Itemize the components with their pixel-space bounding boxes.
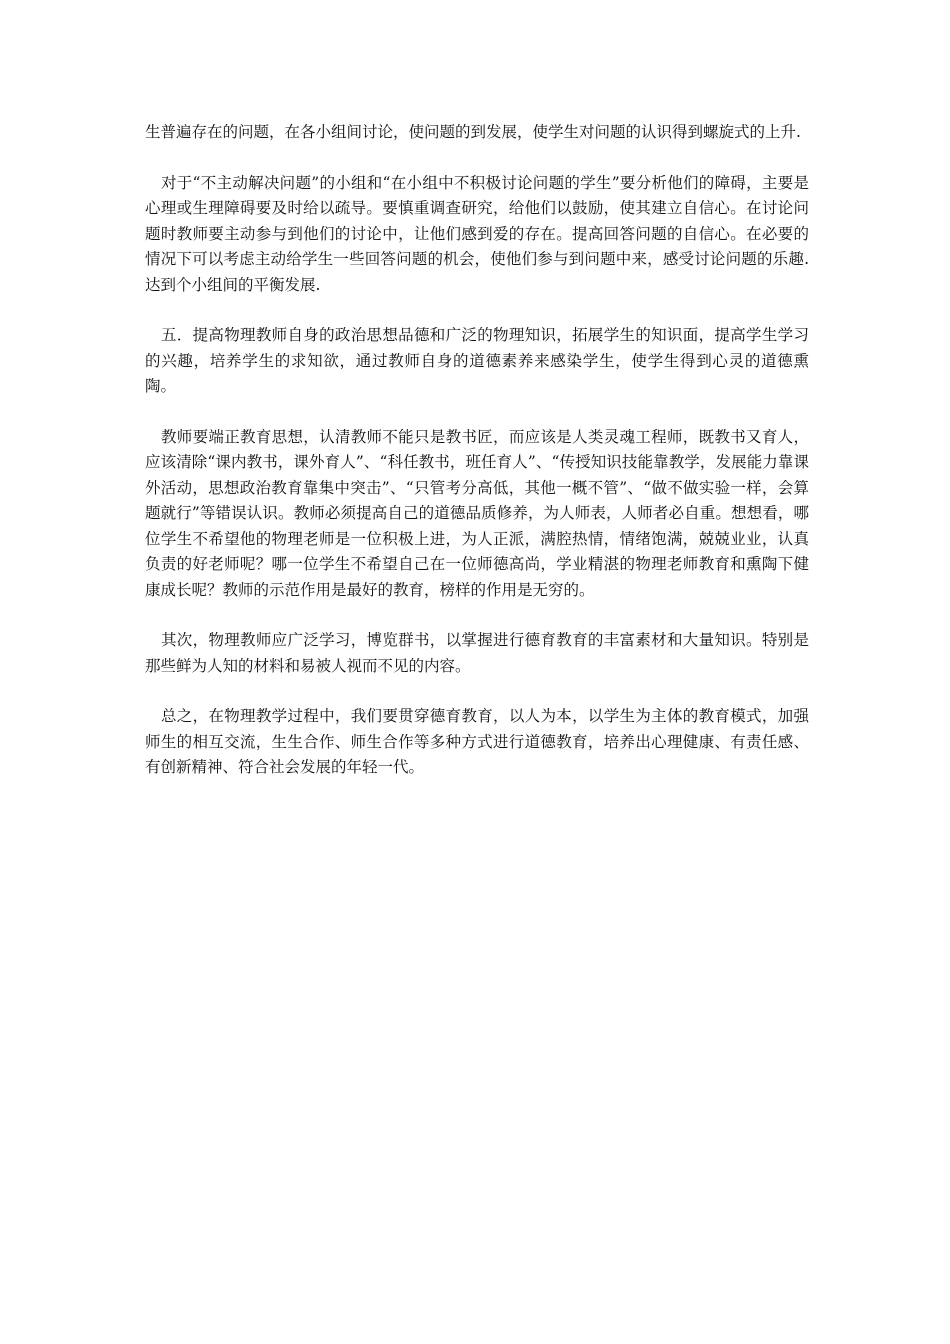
- paragraph-group-guidance: 对于“不主动解决问题”的小组和“在小组中不积极讨论问题的学生”要分析他们的障碍，主要是心理或生理障碍要及时给以疏导。要慎重调查研究，给他们以鼓励，使其建立自信心。在讨论问题时教师要主动参与到他们的讨论中，让他们感到爱的存在。提高回答问题的自信心。在必要的情况下可以考虑主动给学生一些回答问题的机会，使他们参与到问题中来，感受讨论问题的乐趣.达到个小组间的平衡发展.: [145, 173, 809, 294]
- paragraph-conclusion: 总之，在物理教学过程中，我们要贯穿德育教育，以人为本，以学生为主体的教育模式，加强师生的相互交流，生生合作、师生合作等多种方式进行道德教育，培养出心理健康、有责任感、有创新精神、符合社会发展的年轻一代。: [145, 707, 809, 776]
- paragraph-teacher-ideology: 教师要端正教育思想，认清教师不能只是教书匠，而应该是人类灵魂工程师，既教书又育人，应该清除“课内教书，课外育人”、“科任教书，班任育人”、“传授知识技能靠教学，发展能力靠课外活动，思想政治教育靠集中突击”、“只管考分高低，其他一概不管”、“做不做实验一样，会算题就行”等错误认识。教师必须提高自己的道德品质修养，为人师表，人师者必自重。想想看，哪位学生不希望他的物理老师是一位积极上进，为人正派，满腔热情，情绪饱满，兢兢业业，认真负责的好老师呢？哪一位学生不希望自己在一位师德高尚，学业精湛的物理老师教育和熏陶下健康成长呢？教师的示范作用是最好的教育，榜样的作用是无穷的。: [145, 427, 809, 599]
- document-body: [145, 120, 809, 806]
- paragraph-continuation: 生普遍存在的问题，在各小组间讨论，使问题的到发展，使学生对问题的认识得到螺旋式的上升.: [145, 123, 801, 141]
- paragraph-section-five-heading: 五．提高物理教师自身的政治思想品德和广泛的物理知识，拓展学生的知识面，提高学生学习的兴趣，培养学生的求知欲，通过教师自身的道德素养来感染学生，使学生得到心灵的道德熏陶。: [145, 326, 809, 395]
- paragraph-broad-learning: 其次，物理教师应广泛学习，博览群书，以掌握进行德育教育的丰富素材和大量知识。特别是那些鲜为人知的材料和易被人视而不见的内容。: [145, 631, 809, 675]
